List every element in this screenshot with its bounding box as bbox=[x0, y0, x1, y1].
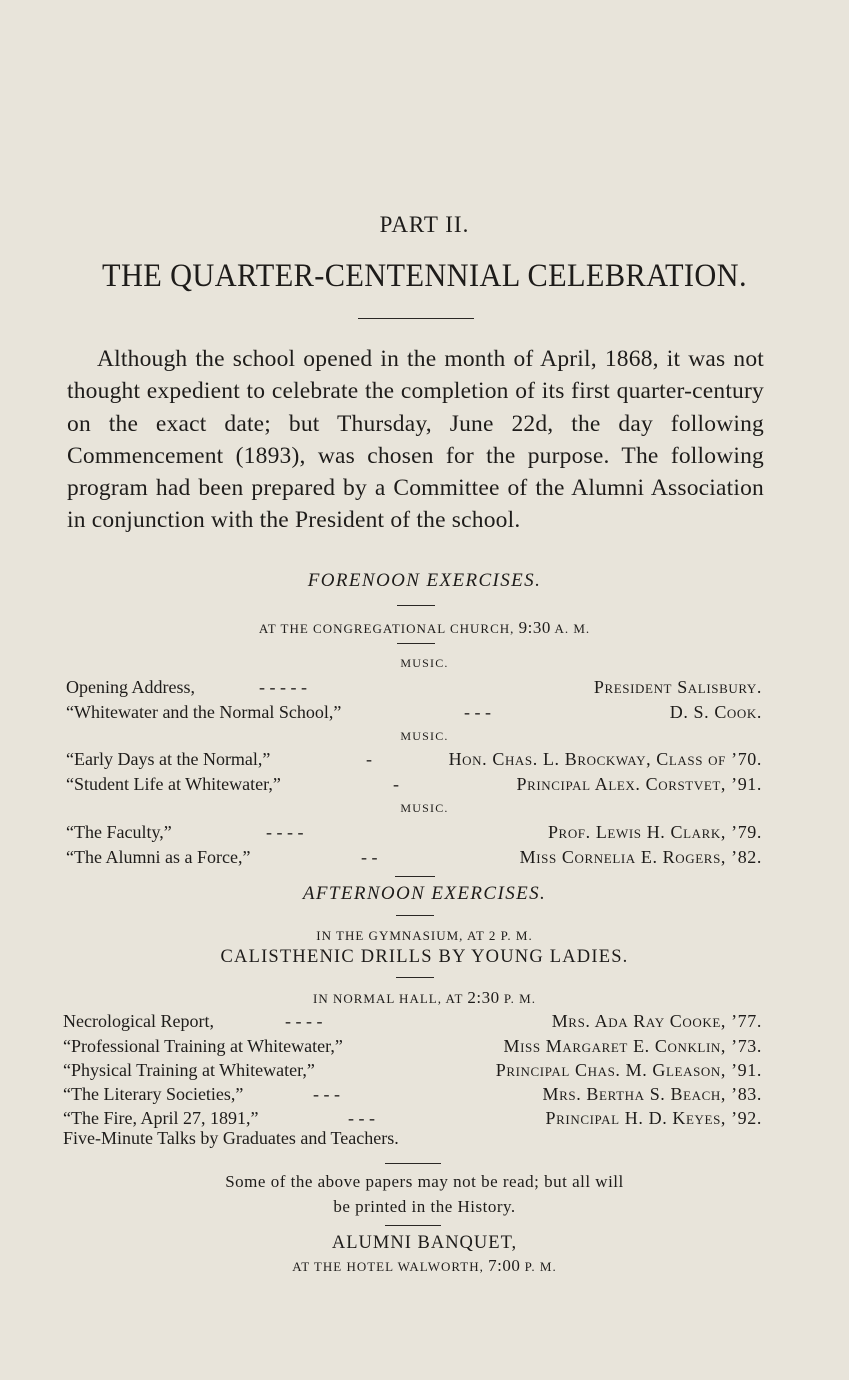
intro-paragraph: Although the school opened in the month of April, 1868, it was not thought expedient to celebrate the completion of its first quarter-century on the exact date; but Thursday, June 22d, the day following Commencement (1893), was chosen for the purpose. The following program had been prepared by a Committee of the Alumni Association in conjunction with the President of the school. bbox=[67, 346, 764, 534]
leader-dashes: - bbox=[393, 774, 399, 794]
program-row bbox=[66, 674, 762, 700]
program-speaker: Principal Alex. Corstvet, ’91. bbox=[516, 774, 762, 794]
program-title: Necrological Report, bbox=[63, 1011, 214, 1031]
divider bbox=[385, 1163, 441, 1164]
divider bbox=[396, 915, 434, 916]
program-title: “The Fire, April 27, 1891,” bbox=[63, 1108, 259, 1128]
five-minute-talks: Five-Minute Talks by Graduates and Teachers. bbox=[63, 1128, 399, 1148]
program-title: “The Faculty,” bbox=[66, 822, 172, 842]
divider bbox=[358, 318, 474, 319]
banquet-place bbox=[0, 1256, 849, 1276]
note-line-2: be printed in the History. bbox=[333, 1197, 516, 1216]
program-row bbox=[66, 699, 762, 725]
program-speaker: Miss Cornelia E. Rogers, ’82. bbox=[519, 847, 762, 867]
program-speaker: D. S. Cook. bbox=[669, 702, 762, 722]
divider bbox=[395, 876, 435, 877]
afternoon-place: IN THE GYMNASIUM, AT 2 P. M. bbox=[316, 928, 533, 943]
banquet-title: ALUMNI BANQUET, bbox=[331, 1233, 518, 1253]
divider bbox=[397, 605, 435, 606]
program-row bbox=[63, 1081, 762, 1107]
leader-dashes: - bbox=[366, 749, 372, 769]
forenoon-time-suffix: A. M. bbox=[554, 621, 591, 636]
program-speaker: President Salisbury. bbox=[593, 677, 762, 697]
program-speaker: Prof. Lewis H. Clark, ’79. bbox=[547, 822, 762, 842]
leader-dashes: - - - - bbox=[285, 1011, 323, 1031]
afternoon-heading: AFTERNOON EXERCISES. bbox=[302, 883, 547, 904]
program-speaker: Principal Chas. M. Gleason, ’91. bbox=[495, 1060, 762, 1080]
normal-hall-place-text: IN NORMAL HALL, AT bbox=[312, 991, 464, 1006]
leader-dashes: - - - bbox=[348, 1108, 375, 1128]
forenoon-heading: FORENOON EXERCISES. bbox=[307, 570, 542, 591]
program-speaker: Hon. Chas. L. Brockway, Class of ’70. bbox=[448, 749, 762, 769]
music-label: MUSIC. bbox=[400, 729, 449, 743]
music-label: MUSIC. bbox=[400, 801, 449, 815]
program-speaker: Principal H. D. Keyes, ’92. bbox=[545, 1108, 762, 1128]
divider bbox=[397, 643, 435, 644]
program-title: “Physical Training at Whitewater,” bbox=[63, 1060, 315, 1080]
program-speaker: Mrs. Bertha S. Beach, ’83. bbox=[542, 1084, 762, 1104]
program-title: Opening Address, bbox=[66, 677, 195, 697]
leader-dashes: - - - - bbox=[266, 822, 304, 842]
program-title: “Early Days at the Normal,” bbox=[66, 749, 271, 769]
afternoon-time-suffix: P. M. bbox=[503, 991, 536, 1006]
leader-dashes: - - bbox=[361, 847, 378, 867]
calisthenic-drills: CALISTHENIC DRILLS BY YOUNG LADIES. bbox=[220, 947, 629, 967]
normal-hall-place bbox=[0, 988, 849, 1008]
leader-dashes: - - - - - bbox=[259, 677, 307, 697]
program-title: “Student Life at Whitewater,” bbox=[66, 774, 281, 794]
banquet-time: 7:00 bbox=[488, 1256, 521, 1275]
banquet-time-suffix: P. M. bbox=[524, 1259, 557, 1274]
program-title: “Whitewater and the Normal School,” bbox=[66, 702, 342, 722]
divider bbox=[396, 977, 434, 978]
note-line-1: Some of the above papers may not be read; but all will bbox=[225, 1172, 624, 1191]
banquet-place-text: AT THE HOTEL WALWORTH, bbox=[292, 1259, 484, 1274]
program-row bbox=[63, 1008, 762, 1034]
music-label: MUSIC. bbox=[400, 656, 449, 670]
leader-dashes: - - - bbox=[313, 1084, 340, 1104]
program-title: “The Alumni as a Force,” bbox=[66, 847, 251, 867]
program-speaker: Mrs. Ada Ray Cooke, ’77. bbox=[551, 1011, 762, 1031]
forenoon-time: 9:30 bbox=[518, 618, 551, 637]
program-title: “The Literary Societies,” bbox=[63, 1084, 244, 1104]
program-row bbox=[66, 771, 762, 797]
divider bbox=[385, 1225, 441, 1226]
program-row bbox=[63, 1057, 762, 1083]
program-row bbox=[66, 746, 762, 772]
program-row bbox=[63, 1033, 762, 1059]
forenoon-place-text: AT THE CONGREGATIONAL CHURCH, bbox=[258, 621, 515, 636]
forenoon-place bbox=[0, 618, 849, 638]
part-heading: PART II. bbox=[379, 212, 470, 237]
program-row bbox=[66, 844, 762, 870]
afternoon-time: 2:30 bbox=[467, 988, 500, 1007]
program-row bbox=[66, 819, 762, 845]
program-title: “Professional Training at Whitewater,” bbox=[63, 1036, 343, 1056]
leader-dashes: - - - bbox=[464, 702, 491, 722]
program-speaker: Miss Margaret E. Conklin, ’73. bbox=[503, 1036, 762, 1056]
page-title: THE QUARTER-CENTENNIAL CELEBRATION. bbox=[102, 258, 747, 294]
